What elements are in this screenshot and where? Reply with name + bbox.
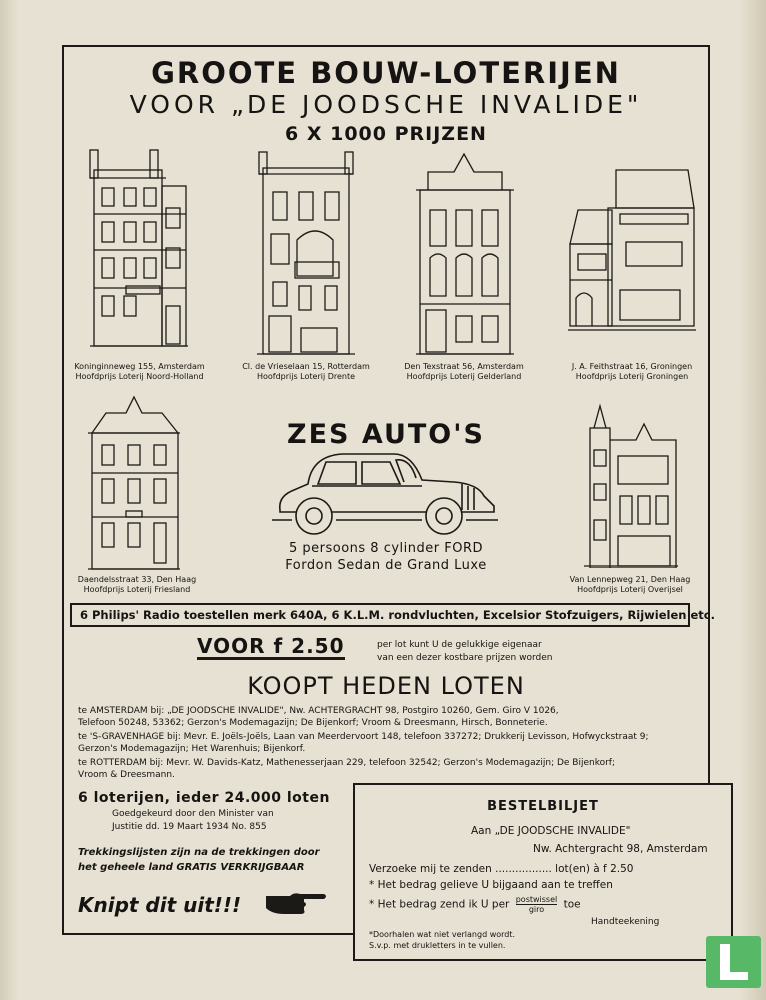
house-caption-4: J. A. Feithstraat 16, Groningen Hoofdprijs Loterij Groningen bbox=[571, 362, 693, 381]
ford-sedan-illustration bbox=[272, 450, 500, 544]
price-text: per lot kunt U de gelukkige eigenaar van een dezer kostbare prijzen worden bbox=[377, 640, 553, 663]
house-illustration-4 bbox=[568, 160, 698, 336]
other-prizes: 6 Philips' Radio toestellen merk 640A, 6 K.L.M. rondvluchten, Excelsior Stofzuigers, Rijwielen etc. bbox=[70, 603, 690, 627]
price-label: VOOR f 2.50 bbox=[197, 634, 345, 658]
car-caption: 5 persoons 8 cylinder FORD Fordon Sedan de Grand Luxe bbox=[285, 541, 487, 573]
headline: GROOTE BOUW-LOTERIJEN bbox=[151, 56, 621, 90]
house-caption-1: Koninginneweg 155, Amsterdam Hoofdprijs Loterij Noord-Holland bbox=[74, 362, 205, 381]
house-illustration-6 bbox=[580, 400, 680, 568]
payment-option-transfer[interactable]: * Het bedrag zend ik U per $\frac{\text{postwissel}}{\text{giro}}$ toe bbox=[369, 895, 581, 914]
house-caption-6: Van Lennepweg 21, Den Haag Hoofdprijs Loterij Overijsel bbox=[569, 575, 691, 594]
sales-address-rotterdam: te ROTTERDAM bij: Mevr. W. Davids-Katz, Mathenesserjaan 229, telefoon 32542; Gerzon's Modemagazijn; De Bijenkorf; Vroom & Dreesmann. bbox=[78, 758, 616, 780]
order-form-notes: *Doorhalen wat niet verlangd wordt. S.v.p. met drukletters in te vullen. bbox=[369, 930, 516, 950]
lotteries-title: 6 loterijen, ieder 24.000 loten bbox=[78, 790, 330, 806]
payment-method-choice: $\frac{\text{postwissel}}{\text{giro}}$ bbox=[515, 895, 558, 914]
watermark-badge bbox=[706, 936, 761, 988]
pointing-hand-icon bbox=[264, 888, 328, 922]
house-caption-5: Daendelsstraat 33, Den Haag Hoofdprijs Loterij Friesland bbox=[77, 575, 197, 594]
signature-field[interactable]: Handteekening bbox=[591, 917, 660, 927]
payment-option-enclosed[interactable]: * Het bedrag gelieve U bijgaand aan te treffen bbox=[369, 879, 613, 891]
prize-count: 6 X 1000 PRIJZEN bbox=[285, 123, 487, 145]
order-form-quantity-field[interactable]: Verzoeke mij te zenden ................. lot(en) à f 2.50 bbox=[369, 863, 634, 875]
house-illustration-2 bbox=[255, 150, 357, 356]
order-form[interactable] bbox=[353, 783, 733, 961]
sales-address-den-haag: te 'S-GRAVENHAGE bij: Mevr. E. Joëls-Joëls, Laan van Meerdervoort 148, telefoon 337272; Drukkerij Levisson, Hofwyckstraat 9; Gerzon's Modemagazijn; Het Warenhuis; Bijenkorf. bbox=[78, 732, 649, 754]
house-illustration-1 bbox=[86, 148, 191, 348]
order-form-title: BESTELBILJET bbox=[487, 799, 599, 814]
house-caption-2: Cl. de Vrieselaan 15, Rotterdam Hoofdprijs Loterij Drente bbox=[242, 362, 370, 381]
order-form-address: Nw. Achtergracht 98, Amsterdam bbox=[533, 843, 708, 855]
approval-text: Goedgekeurd door den Minister van Justitie dd. 19 Maart 1934 No. 855 bbox=[112, 809, 274, 832]
house-illustration-3 bbox=[414, 150, 516, 356]
call-to-action: KOOPT HEDEN LOTEN bbox=[247, 672, 525, 700]
draw-lists-text: Trekkingslijsten zijn na de trekkingen door het geheele land GRATIS VERKRIJGBAAR bbox=[78, 847, 320, 873]
house-illustration-5 bbox=[86, 393, 182, 573]
sales-address-amsterdam: te AMSTERDAM bij: „DE JOODSCHE INVALIDE", Nw. ACHTERGRACHT 98, Postgiro 10260, Gem. Giro V 1026, Telefoon 50248, 53362; Gerzon's Modemagazijn; De Bijenkorf; Vroom & Dreesmann, Hirsch, Bonneterie. bbox=[78, 706, 559, 728]
house-caption-3: Den Texstraat 56, Amsterdam Hoofdprijs Loterij Gelderland bbox=[404, 362, 524, 381]
subheadline: VOOR „DE JOODSCHE INVALIDE" bbox=[129, 90, 643, 119]
autos-title: ZES AUTO'S bbox=[287, 419, 485, 450]
order-form-recipient: Aan „DE JOODSCHE INVALIDE" bbox=[471, 825, 631, 837]
cut-out-label: Knipt dit uit!!! bbox=[78, 893, 242, 917]
